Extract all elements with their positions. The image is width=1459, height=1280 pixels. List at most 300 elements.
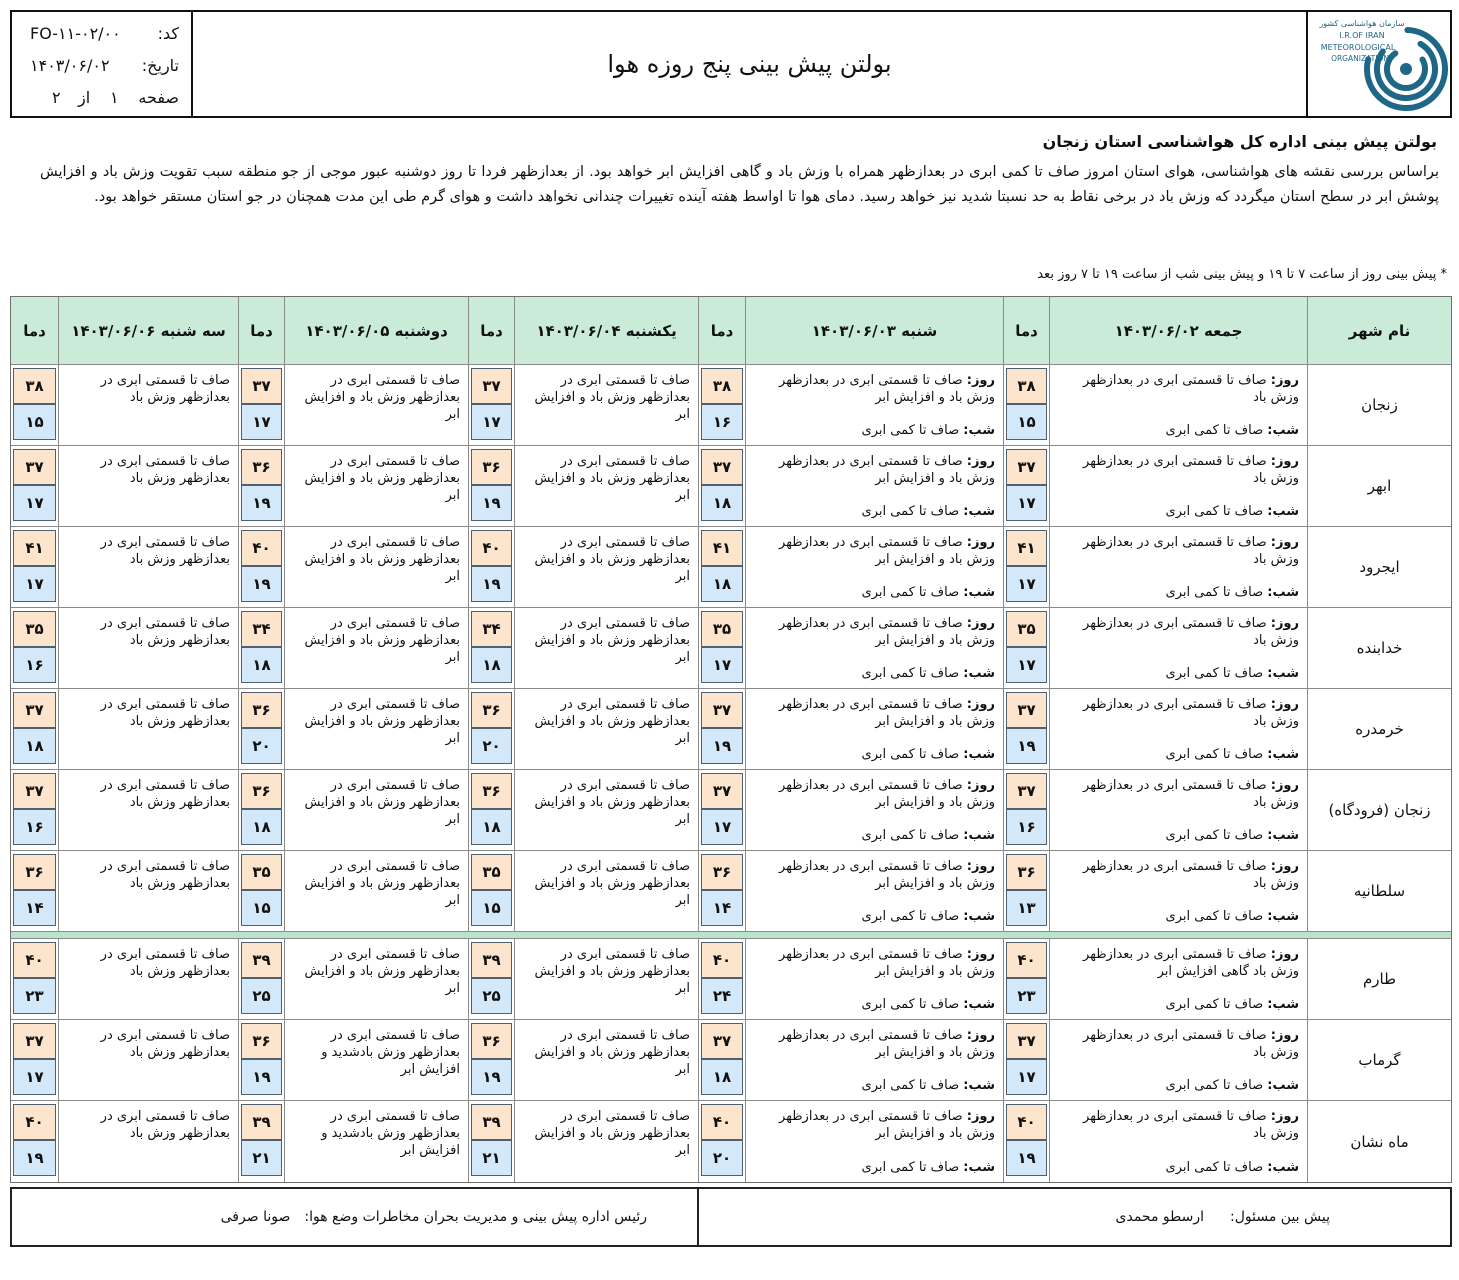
day-forecast — [753, 534, 995, 568]
page-current: ۱ — [110, 88, 119, 107]
min-temperature: ۱۹ — [1006, 728, 1047, 764]
forecast-text: صاف تا قسمتی ابری در بعدازظهر وزش باد و افزایش ابر — [534, 373, 690, 422]
day-text: صاف تا قسمتی ابری در بعدازظهر وزش باد — [1083, 1028, 1299, 1060]
night-text: صاف تا کمی ابری — [1165, 423, 1264, 438]
temperature-cell — [698, 689, 745, 769]
min-temperature: ۱۷ — [471, 404, 512, 440]
forecaster-name: ارسطو محمدی — [1115, 1209, 1205, 1225]
temperature-cell — [11, 446, 58, 526]
max-temperature: ۳۷ — [471, 368, 512, 404]
day-text: صاف تا قسمتی ابری در بعدازظهر وزش باد — [1083, 373, 1299, 405]
min-temperature: ۱۵ — [13, 404, 56, 440]
min-temperature: ۱۸ — [241, 647, 282, 683]
forecast-cell — [284, 365, 468, 445]
min-temperature: ۱۹ — [471, 485, 512, 521]
forecast-cell — [514, 939, 698, 1019]
max-temperature: ۳۷ — [701, 449, 743, 485]
city-name: خرمدره — [1307, 689, 1451, 769]
temperature-cell — [238, 1101, 284, 1182]
head-label: رئیس اداره پیش بینی و مدیریت بحران مخاطرات وضع هوا: — [304, 1209, 647, 1225]
day-forecast — [753, 777, 995, 811]
forecast-text: صاف تا قسمتی ابری در بعدازظهر وزش باد — [100, 616, 230, 648]
night-label: شب: — [1267, 909, 1299, 924]
max-temperature: ۳۶ — [241, 1023, 282, 1059]
min-temperature: ۲۴ — [701, 978, 743, 1014]
min-temperature: ۱۶ — [1006, 809, 1047, 845]
city-name: ایجرود — [1307, 527, 1451, 607]
forecaster-label: پیش بین مسئول: — [1230, 1209, 1330, 1225]
forecast-cell — [514, 365, 698, 445]
night-forecast — [1057, 503, 1299, 520]
night-text: صاف تا کمی ابری — [1165, 909, 1264, 924]
night-text: صاف تا کمی ابری — [861, 585, 960, 600]
min-temperature: ۱۷ — [13, 1059, 56, 1095]
forecast-cell — [1049, 770, 1307, 850]
forecast-cell — [58, 1020, 238, 1100]
column-header-temp: دما — [468, 297, 514, 364]
night-label: شب: — [1267, 1078, 1299, 1093]
forecast-cell — [284, 527, 468, 607]
max-temperature: ۳۶ — [701, 854, 743, 890]
night-label: شب: — [1267, 585, 1299, 600]
day-text: صاف تا قسمتی ابری در بعدازظهر وزش باد و افزایش ابر — [779, 697, 995, 729]
day-text: صاف تا قسمتی ابری در بعدازظهر وزش باد و افزایش ابر — [779, 535, 995, 567]
min-temperature: ۱۷ — [241, 404, 282, 440]
table-group-separator — [11, 932, 1451, 939]
code-value: FO-۱۱-۰۲/۰۰ — [30, 24, 121, 43]
temperature-cell — [1003, 365, 1049, 445]
min-temperature: ۲۳ — [1006, 978, 1047, 1014]
min-temperature: ۲۰ — [471, 728, 512, 764]
night-label: شب: — [1267, 747, 1299, 762]
forecast-text: صاف تا قسمتی ابری در بعدازظهر وزش باد و افزایش ابر — [534, 947, 690, 996]
table-row — [11, 939, 1451, 1020]
night-text: صاف تا کمی ابری — [1165, 747, 1264, 762]
forecast-text: صاف تا قسمتی ابری در بعدازظهر وزش باد و افزایش ابر — [534, 1028, 690, 1077]
table-row — [11, 608, 1451, 689]
night-text: صاف تا کمی ابری — [1165, 828, 1264, 843]
forecast-cell — [1049, 851, 1307, 931]
night-label: شب: — [1267, 504, 1299, 519]
temperature-cell — [468, 1101, 514, 1182]
day-forecast — [753, 858, 995, 892]
head-name: صونا صرفی — [220, 1209, 291, 1225]
max-temperature: ۳۷ — [241, 368, 282, 404]
day-text: صاف تا قسمتی ابری در بعدازظهر وزش باد — [1083, 1109, 1299, 1141]
day-forecast — [753, 946, 995, 980]
logo-text-en-1: I.R.OF IRAN — [1339, 31, 1385, 40]
max-temperature: ۴۱ — [13, 530, 56, 566]
night-forecast — [1057, 584, 1299, 601]
night-forecast — [753, 665, 995, 682]
min-temperature: ۱۸ — [241, 809, 282, 845]
temperature-cell — [238, 608, 284, 688]
min-temperature: ۱۵ — [1006, 404, 1047, 440]
date-value: ۱۴۰۳/۰۶/۰۲ — [30, 56, 110, 75]
max-temperature: ۳۶ — [471, 1023, 512, 1059]
night-text: صاف تا کمی ابری — [1165, 504, 1264, 519]
max-temperature: ۳۴ — [471, 611, 512, 647]
day-forecast — [1057, 858, 1299, 892]
max-temperature: ۳۷ — [1006, 692, 1047, 728]
min-temperature: ۱۹ — [241, 1059, 282, 1095]
forecast-text: صاف تا قسمتی ابری در بعدازظهر وزش باد — [100, 947, 230, 979]
max-temperature: ۳۹ — [241, 1104, 282, 1140]
night-text: صاف تا کمی ابری — [1165, 666, 1264, 681]
forecast-text: صاف تا قسمتی ابری در بعدازظهر وزش بادشدید و افزایش ابر — [321, 1109, 460, 1158]
day-forecast — [1057, 453, 1299, 487]
forecast-text: صاف تا قسمتی ابری در بعدازظهر وزش باد و افزایش ابر — [304, 947, 460, 996]
max-temperature: ۳۶ — [241, 692, 282, 728]
min-temperature: ۱۹ — [471, 1059, 512, 1095]
temperature-cell — [698, 608, 745, 688]
date-label: تاریخ: — [141, 56, 179, 75]
column-header-temp: دما — [23, 321, 46, 340]
day-text: صاف تا قسمتی ابری در بعدازظهر وزش باد — [1083, 697, 1299, 729]
max-temperature: ۳۹ — [471, 1104, 512, 1140]
night-forecast — [753, 908, 995, 925]
min-temperature: ۱۵ — [471, 890, 512, 926]
temperature-cell — [11, 527, 58, 607]
max-temperature: ۴۰ — [13, 942, 56, 978]
day-text: صاف تا قسمتی ابری در بعدازظهر وزش باد گاهی افزایش ابر — [1083, 947, 1299, 979]
min-temperature: ۱۹ — [1006, 1140, 1047, 1176]
temperature-cell — [698, 1101, 745, 1182]
forecast-text: صاف تا قسمتی ابری در بعدازظهر وزش باد — [100, 454, 230, 486]
min-temperature: ۱۷ — [1006, 647, 1047, 683]
night-forecast — [1057, 827, 1299, 844]
document-meta — [12, 12, 193, 116]
night-text: صاف تا کمی ابری — [861, 1160, 960, 1175]
min-temperature: ۱۶ — [701, 404, 743, 440]
city-name: طارم — [1307, 939, 1451, 1019]
day-forecast — [1057, 946, 1299, 980]
forecast-cell — [284, 608, 468, 688]
night-label: شب: — [963, 423, 995, 438]
day-text: صاف تا قسمتی ابری در بعدازظهر وزش باد — [1083, 859, 1299, 891]
night-forecast — [1057, 422, 1299, 439]
forecast-text: صاف تا قسمتی ابری در بعدازظهر وزش باد و افزایش ابر — [304, 778, 460, 827]
forecast-text: صاف تا قسمتی ابری در بعدازظهر وزش باد و افزایش ابر — [534, 535, 690, 584]
day-label: روز: — [1270, 373, 1299, 388]
day-label: روز: — [966, 373, 995, 388]
temperature-cell — [238, 365, 284, 445]
temperature-cell — [1003, 608, 1049, 688]
min-temperature: ۱۷ — [1006, 1059, 1047, 1095]
temperature-cell — [1003, 939, 1049, 1019]
night-label: شب: — [963, 585, 995, 600]
day-forecast — [1057, 615, 1299, 649]
temperature-cell — [468, 770, 514, 850]
logo-text-fa: سازمان هواشناسی کشور — [1319, 19, 1405, 28]
night-text: صاف تا کمی ابری — [861, 666, 960, 681]
min-temperature: ۱۹ — [471, 566, 512, 602]
night-forecast — [753, 503, 995, 520]
max-temperature: ۳۴ — [241, 611, 282, 647]
forecast-text: صاف تا قسمتی ابری در بعدازظهر وزش باد و افزایش ابر — [304, 454, 460, 503]
city-name: سلطانیه — [1307, 851, 1451, 931]
forecast-text: صاف تا قسمتی ابری در بعدازظهر وزش باد و افزایش ابر — [534, 778, 690, 827]
temperature-cell — [468, 1020, 514, 1100]
min-temperature: ۲۱ — [471, 1140, 512, 1176]
day-label: روز: — [966, 616, 995, 631]
day-text: صاف تا قسمتی ابری در بعدازظهر وزش باد — [1083, 616, 1299, 648]
temperature-cell — [698, 365, 745, 445]
min-temperature: ۱۸ — [701, 485, 743, 521]
forecast-text: صاف تا قسمتی ابری در بعدازظهر وزش باد — [100, 1109, 230, 1141]
forecast-text: صاف تا قسمتی ابری در بعدازظهر وزش باد و افزایش ابر — [534, 1109, 690, 1158]
forecast-cell — [58, 1101, 238, 1182]
day-text: صاف تا قسمتی ابری در بعدازظهر وزش باد — [1083, 535, 1299, 567]
forecast-text: صاف تا قسمتی ابری در بعدازظهر وزش باد — [100, 859, 230, 891]
day-label: روز: — [1270, 1109, 1299, 1124]
night-text: صاف تا کمی ابری — [861, 909, 960, 924]
day-forecast — [753, 615, 995, 649]
temperature-cell — [698, 939, 745, 1019]
min-temperature: ۲۵ — [471, 978, 512, 1014]
day-label: روز: — [966, 1028, 995, 1043]
day-label: روز: — [1270, 859, 1299, 874]
night-forecast — [753, 1077, 995, 1094]
day-text: صاف تا قسمتی ابری در بعدازظهر وزش باد و افزایش ابر — [779, 1109, 995, 1141]
night-text: صاف تا کمی ابری — [861, 423, 960, 438]
forecast-cell — [1049, 527, 1307, 607]
forecast-cell — [745, 1101, 1003, 1182]
temperature-cell — [238, 939, 284, 1019]
max-temperature: ۳۵ — [471, 854, 512, 890]
page-title: بولتن پیش بینی پنج روزه هوا — [607, 50, 892, 78]
night-label: شب: — [1267, 423, 1299, 438]
day-label: روز: — [966, 947, 995, 962]
column-header-city: نام شهر — [1307, 297, 1451, 364]
night-label: شب: — [963, 1078, 995, 1093]
max-temperature: ۳۹ — [241, 942, 282, 978]
max-temperature: ۳۹ — [471, 942, 512, 978]
temperature-cell — [238, 527, 284, 607]
night-text: صاف تا کمی ابری — [1165, 1078, 1264, 1093]
table-row — [11, 446, 1451, 527]
night-forecast — [753, 422, 995, 439]
temperature-cell — [11, 1101, 58, 1182]
column-header-day: جمعه ۱۴۰۳/۰۶/۰۲ — [1049, 297, 1307, 364]
max-temperature: ۴۰ — [1006, 1104, 1047, 1140]
forecast-text: صاف تا قسمتی ابری در بعدازظهر وزش باد و افزایش ابر — [304, 373, 460, 422]
max-temperature: ۳۷ — [1006, 773, 1047, 809]
min-temperature: ۱۸ — [471, 809, 512, 845]
signature-footer — [10, 1187, 1452, 1247]
forecast-cell — [514, 770, 698, 850]
forecast-cell — [514, 1020, 698, 1100]
max-temperature: ۳۷ — [13, 1023, 56, 1059]
max-temperature: ۳۶ — [241, 449, 282, 485]
min-temperature: ۱۹ — [701, 728, 743, 764]
min-temperature: ۱۳ — [1006, 890, 1047, 926]
temperature-cell — [468, 608, 514, 688]
forecast-cell — [284, 851, 468, 931]
day-forecast — [1057, 696, 1299, 730]
max-temperature: ۳۷ — [1006, 1023, 1047, 1059]
forecast-time-note: * پیش بینی روز از ساعت ۷ تا ۱۹ و پیش بینی شب از ساعت ۱۹ تا ۷ روز بعد — [1037, 267, 1447, 282]
forecast-cell — [58, 851, 238, 931]
column-header-day: دوشنبه ۱۴۰۳/۰۶/۰۵ — [284, 297, 468, 364]
temperature-cell — [1003, 689, 1049, 769]
forecast-cell — [514, 689, 698, 769]
day-text: صاف تا قسمتی ابری در بعدازظهر وزش باد — [1083, 778, 1299, 810]
temperature-cell — [11, 770, 58, 850]
forecast-cell — [1049, 689, 1307, 769]
night-label: شب: — [963, 747, 995, 762]
column-header-temp: دما — [698, 297, 745, 364]
table-row — [11, 365, 1451, 446]
bulletin-title: بولتن پیش بینی اداره کل هواشناسی استان زنجان — [1042, 132, 1437, 151]
max-temperature: ۳۶ — [13, 854, 56, 890]
day-label: روز: — [966, 454, 995, 469]
temperature-cell — [468, 689, 514, 769]
forecast-text: صاف تا قسمتی ابری در بعدازظهر وزش باد و افزایش ابر — [304, 697, 460, 746]
column-header-temp: دما — [1003, 297, 1049, 364]
max-temperature: ۴۰ — [1006, 942, 1047, 978]
max-temperature: ۴۱ — [701, 530, 743, 566]
night-text: صاف تا کمی ابری — [861, 828, 960, 843]
night-forecast — [1057, 1077, 1299, 1094]
forecast-cell — [1049, 1020, 1307, 1100]
day-label: روز: — [966, 1109, 995, 1124]
column-header-day: یکشنبه ۱۴۰۳/۰۶/۰۴ — [514, 297, 698, 364]
max-temperature: ۳۷ — [13, 692, 56, 728]
temperature-cell — [11, 939, 58, 1019]
forecast-cell — [1049, 939, 1307, 1019]
forecast-text: صاف تا قسمتی ابری در بعدازظهر وزش باد — [100, 1028, 230, 1060]
min-temperature: ۲۵ — [241, 978, 282, 1014]
min-temperature: ۱۹ — [241, 566, 282, 602]
page-total: ۲ — [52, 88, 61, 107]
night-forecast — [1057, 1159, 1299, 1176]
city-name: زنجان (فرودگاه) — [1307, 770, 1451, 850]
forecast-table — [10, 296, 1452, 1183]
table-row — [11, 1020, 1451, 1101]
day-label: روز: — [1270, 535, 1299, 550]
forecast-cell — [284, 1101, 468, 1182]
day-label: روز: — [966, 778, 995, 793]
night-forecast — [753, 584, 995, 601]
temperature-cell — [11, 689, 58, 769]
temperature-cell — [468, 851, 514, 931]
forecaster-signature — [697, 1189, 1450, 1245]
forecast-text: صاف تا قسمتی ابری در بعدازظهر وزش باد و افزایش ابر — [534, 859, 690, 908]
max-temperature: ۴۰ — [701, 1104, 743, 1140]
forecast-text: صاف تا قسمتی ابری در بعدازظهر وزش باد و افزایش ابر — [534, 616, 690, 665]
forecast-cell — [284, 446, 468, 526]
day-text: صاف تا قسمتی ابری در بعدازظهر وزش باد و افزایش ابر — [779, 859, 995, 891]
column-header-temp: دما — [238, 297, 284, 364]
max-temperature: ۳۸ — [701, 368, 743, 404]
max-temperature: ۳۷ — [701, 773, 743, 809]
day-label: روز: — [1270, 1028, 1299, 1043]
max-temperature: ۳۵ — [701, 611, 743, 647]
city-name: ابهر — [1307, 446, 1451, 526]
temperature-cell — [11, 1020, 58, 1100]
night-label: شب: — [963, 666, 995, 681]
forecast-cell — [514, 608, 698, 688]
temperature-cell — [468, 365, 514, 445]
night-forecast — [753, 746, 995, 763]
night-text: صاف تا کمی ابری — [861, 1078, 960, 1093]
forecast-text: صاف تا قسمتی ابری در بعدازظهر وزش بادشدید و افزایش ابر — [321, 1028, 460, 1077]
day-text: صاف تا قسمتی ابری در بعدازظهر وزش باد و افزایش ابر — [779, 454, 995, 486]
temperature-cell — [698, 851, 745, 931]
forecast-text: صاف تا قسمتی ابری در بعدازظهر وزش باد و افزایش ابر — [304, 616, 460, 665]
head-signature — [12, 1189, 697, 1245]
forecast-cell — [284, 939, 468, 1019]
min-temperature: ۱۷ — [701, 809, 743, 845]
table-row — [11, 851, 1451, 932]
min-temperature: ۲۱ — [241, 1140, 282, 1176]
night-text: صاف تا کمی ابری — [861, 997, 960, 1012]
day-text: صاف تا قسمتی ابری در بعدازظهر وزش باد و افزایش ابر — [779, 947, 995, 979]
temperature-cell — [698, 1020, 745, 1100]
temperature-cell — [238, 851, 284, 931]
max-temperature: ۳۵ — [241, 854, 282, 890]
min-temperature: ۲۰ — [241, 728, 282, 764]
night-forecast — [1057, 996, 1299, 1013]
day-label: روز: — [966, 859, 995, 874]
min-temperature: ۲۳ — [13, 978, 56, 1014]
day-text: صاف تا قسمتی ابری در بعدازظهر وزش باد و افزایش ابر — [779, 373, 995, 405]
night-forecast — [753, 827, 995, 844]
forecast-cell — [1049, 1101, 1307, 1182]
day-forecast — [1057, 1108, 1299, 1142]
temperature-cell — [238, 770, 284, 850]
forecast-cell — [745, 689, 1003, 769]
forecast-cell — [58, 365, 238, 445]
page-label: صفحه — [138, 88, 179, 107]
temperature-cell — [238, 446, 284, 526]
city-name: زنجان — [1307, 365, 1451, 445]
night-label: شب: — [963, 1160, 995, 1175]
temperature-cell — [468, 446, 514, 526]
max-temperature: ۴۰ — [701, 942, 743, 978]
forecast-cell — [58, 527, 238, 607]
temperature-cell — [11, 851, 58, 931]
forecast-cell — [1049, 365, 1307, 445]
forecast-cell — [58, 608, 238, 688]
temperature-cell — [238, 689, 284, 769]
forecast-cell — [284, 1020, 468, 1100]
max-temperature: ۳۵ — [13, 611, 56, 647]
forecast-cell — [745, 446, 1003, 526]
code-label: کد: — [157, 24, 179, 43]
spiral-logo-icon — [1308, 12, 1450, 116]
column-header-day: سه شنبه ۱۴۰۳/۰۶/۰۶ — [58, 297, 238, 364]
temperature-cell — [1003, 770, 1049, 850]
day-label: روز: — [1270, 778, 1299, 793]
temperature-cell — [1003, 1020, 1049, 1100]
temperature-cell — [238, 1020, 284, 1100]
night-text: صاف تا کمی ابری — [1165, 585, 1264, 600]
night-text: صاف تا کمی ابری — [1165, 1160, 1264, 1175]
table-row — [11, 527, 1451, 608]
temperature-cell — [468, 527, 514, 607]
forecast-text: صاف تا قسمتی ابری در بعدازظهر وزش باد — [100, 535, 230, 567]
min-temperature: ۱۸ — [701, 566, 743, 602]
day-forecast — [1057, 1027, 1299, 1061]
night-label: شب: — [1267, 666, 1299, 681]
forecast-cell — [514, 527, 698, 607]
forecast-cell — [514, 446, 698, 526]
day-label: روز: — [1270, 454, 1299, 469]
forecast-text: صاف تا قسمتی ابری در بعدازظهر وزش باد — [100, 778, 230, 810]
max-temperature: ۳۷ — [701, 1023, 743, 1059]
